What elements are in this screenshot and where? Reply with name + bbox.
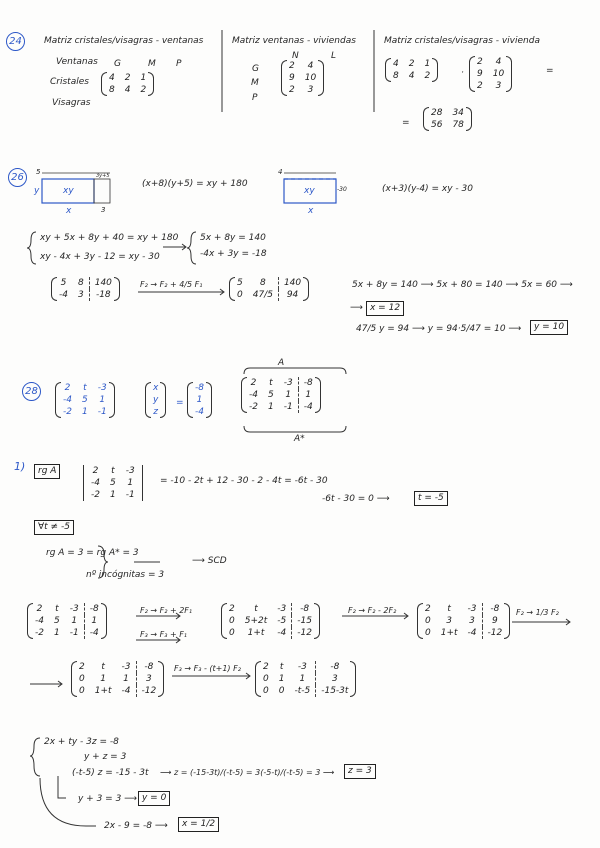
matrix-cell: -2 xyxy=(35,628,44,638)
matrix-cell: 9 xyxy=(482,615,507,627)
matrix-cell: -15-3t xyxy=(316,685,354,697)
matrix-cell: -12 xyxy=(136,685,161,697)
for-all-t-box: ∀t ≠ -5 xyxy=(34,520,74,535)
matrix-cell: 8 xyxy=(77,278,84,288)
matrix-cell: 0 xyxy=(263,674,269,684)
matrix-cell: 1 xyxy=(99,395,106,405)
determinant-calc: = -10 - 2t + 12 - 30 - 2 - 4t = -6t - 30 xyxy=(160,476,328,486)
matrix-cell: 4 xyxy=(495,57,502,67)
matrix-cell: 34 xyxy=(452,108,464,118)
matrix-cell: 10 xyxy=(304,73,317,83)
matrix-cell: -3 xyxy=(121,662,131,672)
col-label-n: N xyxy=(292,51,299,61)
problem-number-28: 28 xyxy=(22,382,41,401)
matrix-cell: t xyxy=(269,378,273,388)
matrix-cell: 0 xyxy=(79,674,85,684)
matrix-cell: 9 xyxy=(289,73,295,83)
matrix-cell: 1 xyxy=(81,407,88,417)
coefficient-matrix xyxy=(58,382,112,418)
matrix-cell: z xyxy=(153,407,159,417)
matrix-cell: 0 xyxy=(237,290,243,300)
y-result-box: y = 10 xyxy=(530,320,568,335)
matrix-cell: 2 xyxy=(263,662,269,672)
matrix-cell: -4 xyxy=(84,627,103,639)
matrix-cell: t xyxy=(111,466,115,476)
matrix-cell: 0 xyxy=(79,686,85,696)
matrix-cell: 2 xyxy=(408,59,415,69)
diagram-top-label: 5 xyxy=(36,168,41,176)
y-final-box: y = 0 xyxy=(138,791,170,806)
matrix-cell: 140 xyxy=(278,277,306,289)
matrix-cell: -4 xyxy=(298,401,317,413)
matrix-cell: 2 xyxy=(289,85,295,95)
matrix-cell: -t-5 xyxy=(294,686,311,696)
matrix-cell: 8 xyxy=(393,71,399,81)
matrix-cell: -2 xyxy=(249,402,258,412)
matrix-cell: 5+2t xyxy=(244,616,268,626)
matrix-cell: 1 xyxy=(127,478,134,488)
y-calc: y + 3 = 3 ⟶ xyxy=(78,794,138,804)
matrix-cell: -3 xyxy=(277,604,287,614)
row-label-ventanas: Ventanas xyxy=(56,57,98,67)
matrix-cell: -1 xyxy=(69,628,79,638)
matrix-cell: -3 xyxy=(283,378,293,388)
matrix-cell: -4 xyxy=(467,628,477,638)
row-label-cristales: Cristales xyxy=(50,77,89,87)
augmented-matrix-28 xyxy=(244,377,318,413)
matrix-cell: 5 xyxy=(109,478,116,488)
matrix-cell: 5 xyxy=(237,278,243,288)
matrix-cell: 1 xyxy=(299,674,306,684)
matrix-cell: -8 xyxy=(195,383,204,393)
matrix-cell: 2 xyxy=(425,604,431,614)
matrix-cell: 2 xyxy=(477,57,483,67)
multiply-dot: · xyxy=(461,68,464,78)
matrix-cell: 2 xyxy=(140,85,147,95)
matrix-cell: 1 xyxy=(424,59,431,69)
matrix-cell: 3 xyxy=(446,616,452,626)
matrix-cell: -8 xyxy=(292,603,317,615)
diagram-y-label: y xyxy=(34,186,40,196)
matrix-cell: -3 xyxy=(125,466,135,476)
matrix-cell: -1 xyxy=(97,407,107,417)
matrix-cell: 1 xyxy=(285,390,292,400)
problem-number-24: 24 xyxy=(6,32,25,51)
matrix-cell: 140 xyxy=(89,277,117,289)
matrix-cell: t xyxy=(447,604,451,614)
matrix-cell: 10 xyxy=(492,69,505,79)
matrix-cell: 2 xyxy=(289,61,295,71)
col-label-l: L xyxy=(331,51,337,61)
augmented-matrix-26b xyxy=(232,277,306,301)
gauss-matrix-5 xyxy=(258,661,353,697)
matrix-cell: 0 xyxy=(425,616,431,626)
matrix-cell: t xyxy=(55,604,59,614)
matrix-cell: -1 xyxy=(125,490,135,500)
matrix-cell: 2 xyxy=(424,71,431,81)
matrix-cell: 47/5 xyxy=(252,290,273,300)
matrix-cell: -4 xyxy=(91,478,100,488)
equation-2: (x+3)(y-4) = xy - 30 xyxy=(382,184,473,194)
final-eq-1: 2x + ty - 3z = -8 xyxy=(44,737,119,747)
matrix-cell: -2 xyxy=(63,407,72,417)
scd-result: ⟶ SCD xyxy=(192,556,227,566)
matrix-cell: x xyxy=(153,383,159,393)
matrix-cell: 8 xyxy=(259,278,266,288)
matrix-cell: -4 xyxy=(59,290,68,300)
matrix-cell: 2 xyxy=(477,81,483,91)
heading-cristales-ventanas: Matriz cristales/visagras - ventanas xyxy=(44,36,204,46)
simplified-eq-b: -4x + 3y = -18 xyxy=(200,249,267,259)
x-result-box: x = 12 xyxy=(366,301,404,316)
matrix-cell: -4 xyxy=(249,390,258,400)
gauss-op-2: F₂ → F₂ - 2F₂ xyxy=(348,606,397,615)
label-a-star: A* xyxy=(294,434,305,444)
row-label-p: P xyxy=(252,93,258,103)
matrix-cell: 4 xyxy=(307,61,314,71)
matrix-product-right xyxy=(472,56,509,92)
matrix-cell: 94 xyxy=(278,289,306,301)
matrix-cell: 1 xyxy=(71,616,78,626)
equals-sign: = xyxy=(176,398,184,408)
row-label-visagras: Visagras xyxy=(52,98,91,108)
matrix-cell: 3 xyxy=(307,85,314,95)
equals-sign: = xyxy=(402,118,410,128)
matrix-cell: -8 xyxy=(136,661,161,673)
augmented-matrix-26a xyxy=(54,277,117,301)
t-result-box: t = -5 xyxy=(414,491,448,506)
matrix-cell: 1+t xyxy=(94,686,112,696)
matrix-cell: 0 xyxy=(229,628,235,638)
matrix-cell: -18 xyxy=(89,289,117,301)
matrix-cell: -4 xyxy=(277,628,287,638)
matrix-cell: 1+t xyxy=(247,628,265,638)
matrix-cell: 2 xyxy=(124,73,131,83)
constants-vector xyxy=(190,382,209,418)
gauss-matrix-3 xyxy=(420,603,507,639)
col-label-g: G xyxy=(114,59,121,69)
solve-x-steps: 5x + 8y = 140 ⟶ 5x + 80 = 140 ⟶ 5x = 60 ⟶ xyxy=(352,280,573,290)
label-a: A xyxy=(278,358,285,368)
matrix-cell: -4 xyxy=(63,395,72,405)
matrix-product-left xyxy=(388,58,435,82)
matrix-cell: -3 xyxy=(97,383,107,393)
equation-1: (x+8)(y+5) = xy + 180 xyxy=(142,179,248,189)
col-label-p: P xyxy=(176,59,182,69)
matrix-cell: 1 xyxy=(84,615,103,627)
matrix-cell: 4 xyxy=(393,59,399,69)
matrix-cell: 2 xyxy=(64,383,71,393)
matrix-cell: t xyxy=(83,383,87,393)
matrix-cell: 1 xyxy=(278,674,285,684)
gauss-op-4: F₃ → F₃ - (t+1) F₂ xyxy=(174,664,241,673)
gauss-matrix-2 xyxy=(224,603,317,639)
matrix-cell: 3 xyxy=(469,616,475,626)
z-result-box: z = 3 xyxy=(344,764,376,779)
matrix-ventanas-viviendas xyxy=(284,60,321,96)
system-eq-a: xy + 5x + 8y + 40 = xy + 180 xyxy=(40,233,179,243)
gauss-matrix-4 xyxy=(74,661,161,697)
matrix-cell: 2 xyxy=(79,662,85,672)
matrix-cell: 2 xyxy=(250,378,257,388)
num-unknowns: nº incógnitas = 3 xyxy=(86,570,165,580)
matrix-cell: 56 xyxy=(431,120,443,130)
matrix-cell: -4 xyxy=(35,616,44,626)
matrix-cell: 5 xyxy=(53,616,60,626)
row-label-m: M xyxy=(251,78,259,88)
matrix-cell: 78 xyxy=(452,120,464,130)
gauss-op-3: F₂ → 1/3 F₂ xyxy=(516,608,559,617)
matrix-cell: 1 xyxy=(123,674,129,684)
final-eq-2: y + z = 3 xyxy=(84,752,127,762)
matrix-cell: 5 xyxy=(81,395,88,405)
matrix-cell: 28 xyxy=(431,108,443,118)
matrix-cell: 1 xyxy=(298,389,317,401)
diagram2-right-label: -30 xyxy=(337,186,347,193)
matrix-cell: -3 xyxy=(69,604,79,614)
matrix-cell: 3 xyxy=(495,81,502,91)
matrix-cell: -8 xyxy=(84,603,103,615)
diagram-3-label: 3 xyxy=(101,206,106,214)
matrix-cell: 1 xyxy=(267,402,274,412)
matrix-cell: 1+t xyxy=(440,628,458,638)
col-label-m: M xyxy=(148,59,156,69)
solve-y-steps: 47/5 y = 94 ⟶ y = 94·5/47 = 10 ⟶ xyxy=(356,324,522,334)
x-calc: 2x - 9 = -8 ⟶ xyxy=(104,821,168,831)
matrix-cell: 4 xyxy=(124,85,131,95)
matrix-cell: 3 xyxy=(316,673,354,685)
matrix-cell: -2 xyxy=(91,490,100,500)
equals-sign: = xyxy=(546,66,554,76)
matrix-cell: 1 xyxy=(109,490,116,500)
matrix-cell: y xyxy=(153,395,159,405)
matrix-cell: 2 xyxy=(92,466,99,476)
matrix-cell: 2 xyxy=(229,604,235,614)
heading-cristales-vivienda: Matriz cristales/visagras - vivienda xyxy=(384,36,540,46)
z-calc: ⟶ z = (-15-3t)/(-t-5) = 3(-5-t)/(-t-5) = 3 ⟶ xyxy=(160,768,335,777)
simplified-eq-a: 5x + 8y = 140 xyxy=(200,233,266,243)
rank-equality: rg A = 3 = rg A* = 3 xyxy=(46,548,139,558)
matrix-cell: -8 xyxy=(298,377,317,389)
gauss-op-1a: F₂ → F₂ + 2F₁ xyxy=(140,606,193,615)
matrix-cell: 1 xyxy=(100,674,106,684)
matrix-cell: -8 xyxy=(482,603,507,615)
matrix-cell: 3 xyxy=(136,673,161,685)
diagram2-xy-label: xy xyxy=(304,186,315,196)
matrix-cell: 0 xyxy=(278,686,285,696)
matrix-cell: -5 xyxy=(277,616,287,626)
diagram-inner-label: 3y+5 xyxy=(96,173,110,179)
matrix-cell: 5 xyxy=(267,390,274,400)
diagram2-x-label: x xyxy=(308,206,314,216)
x-final-box: x = 1/2 xyxy=(178,817,219,832)
matrix-cell: -12 xyxy=(292,627,317,639)
matrix-result xyxy=(426,107,469,131)
heading-ventanas-viviendas: Matriz ventanas - viviendas xyxy=(232,36,356,46)
matrix-cell: t xyxy=(279,662,284,672)
matrix-cell: -4 xyxy=(121,686,131,696)
matrix-cell: 3 xyxy=(77,290,84,300)
matrix-cell: 1 xyxy=(53,628,60,638)
matrix-cell: -3 xyxy=(467,604,477,614)
matrix-cell: -1 xyxy=(283,402,293,412)
gauss-matrix-1 xyxy=(30,603,104,639)
matrix-cell: -3 xyxy=(297,662,307,672)
part-number: 1) xyxy=(14,460,26,473)
matrix-cell: 0 xyxy=(263,686,269,696)
diagram-xy-label: xy xyxy=(63,186,74,196)
matrix-cell: 1 xyxy=(140,73,147,83)
matrix-cell: 0 xyxy=(425,628,431,638)
matrix-cell: 2 xyxy=(36,604,43,614)
matrix-cell: 4 xyxy=(408,71,415,81)
gauss-op-1b: F₃ → F₃ + F₁ xyxy=(140,630,188,639)
row-label-g: G xyxy=(252,64,259,74)
unknowns-vector xyxy=(148,382,163,418)
matrix-cell: 4 xyxy=(109,73,115,83)
matrix-cell: -8 xyxy=(316,661,354,673)
final-eq-3: (-t-5) z = -15 - 3t xyxy=(72,768,149,778)
matrix-cell: t xyxy=(254,604,258,614)
matrix-cell: -15 xyxy=(292,615,317,627)
matrix-cristales-ventanas xyxy=(104,72,151,96)
diagram2-top-label: 4 xyxy=(278,168,283,176)
determinant-matrix xyxy=(86,465,140,501)
rank-a-box: rg A xyxy=(34,464,60,479)
matrix-cell: 0 xyxy=(229,616,235,626)
matrix-cell: t xyxy=(101,662,105,672)
matrix-cell: 9 xyxy=(477,69,483,79)
matrix-cell: -4 xyxy=(195,407,204,417)
system-eq-b: xy - 4x + 3y - 12 = xy - 30 xyxy=(40,252,160,262)
arrow: ⟶ xyxy=(350,303,363,313)
matrix-cell: 8 xyxy=(109,85,115,95)
problem-number-26: 26 xyxy=(8,168,27,187)
matrix-cell: -12 xyxy=(482,627,507,639)
matrix-cell: 5 xyxy=(60,278,67,288)
diagram-x-label: x xyxy=(66,206,72,216)
solve-t: -6t - 30 = 0 ⟶ xyxy=(322,494,390,504)
matrix-cell: 1 xyxy=(196,395,203,405)
row-operation: F₂ → F₂ + 4/5 F₁ xyxy=(140,280,203,289)
